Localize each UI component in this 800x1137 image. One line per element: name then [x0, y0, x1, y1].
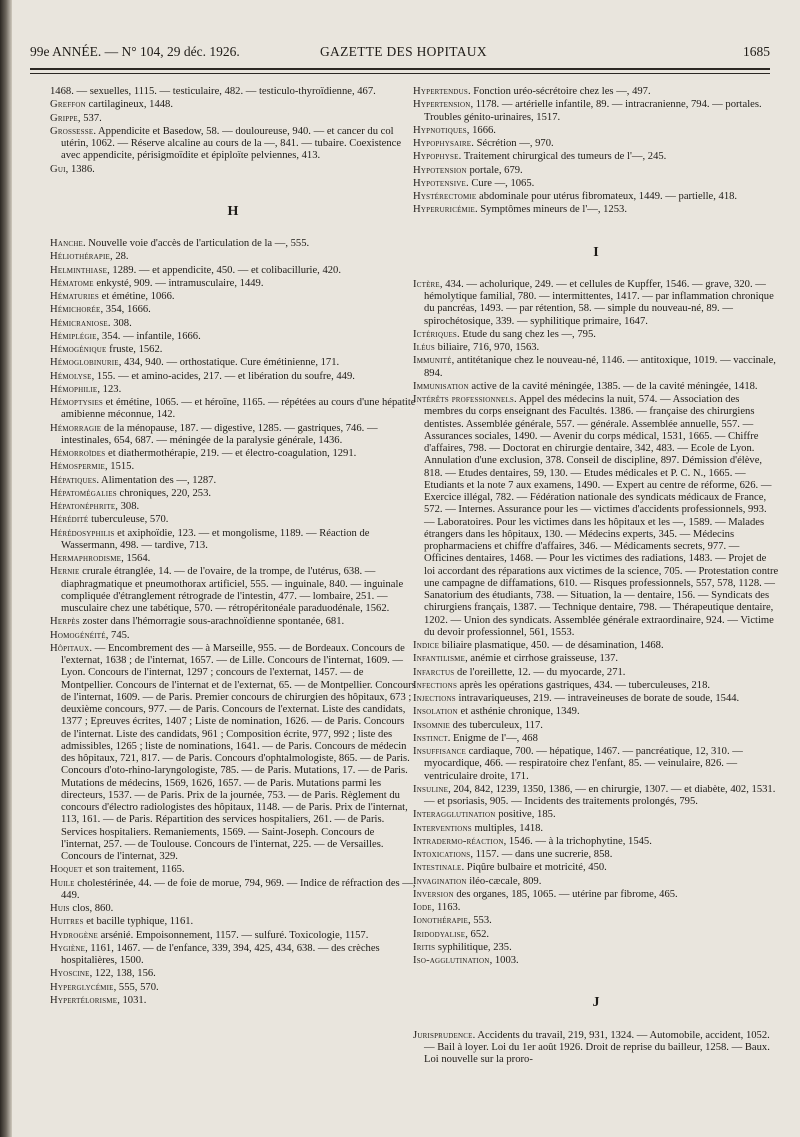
index-refs: de l'oreillette, 12. — du myocarde, 271. [454, 666, 626, 678]
index-entry [50, 164, 416, 176]
index-term: Hémorragie [50, 422, 102, 434]
index-refs: . Etude du sang chez les —, 795. [457, 328, 596, 340]
index-refs: zoster dans l'hémorragie sous-arachnoïdienne spontanée, 681. [79, 616, 345, 628]
index-refs: des tuberculeux, 117. [450, 719, 543, 731]
index-term: Hérédité [50, 514, 89, 526]
index-entry [50, 318, 416, 330]
index-entry [413, 381, 779, 393]
index-entry [413, 809, 779, 821]
index-refs: , 155. — et amino-acides, 217. — et libération du soufre, 449. [91, 370, 355, 382]
index-refs: . Enigme de l'—, 468 [447, 732, 538, 744]
index-entry [413, 394, 779, 639]
page-number: 1685 [743, 44, 770, 59]
index-entry [50, 304, 416, 316]
index-refs: . Appendicite et Basedow, 58. — douloureuse, 940. — et cancer du col utérin, 1062. — Réserve alcaline au cours de la —, 841. — tubaire. Coexistence avec appendicite, périsigmoïdite et épiploïte pelviennes, 413. [61, 125, 402, 162]
index-refs: , anémie et cirrhose graisseuse, 137. [465, 653, 619, 665]
index-entry [50, 251, 416, 263]
index-column-left [50, 86, 416, 1008]
index-term: Gui [50, 163, 66, 175]
index-refs: et émétine, 1066. [98, 291, 175, 302]
index-refs: , 652. [465, 928, 490, 940]
index-term: Greffon [50, 99, 86, 111]
index-entry [50, 528, 416, 553]
index-term: Insolation [413, 706, 458, 718]
index-entry [413, 706, 779, 718]
index-term: Injections [413, 693, 456, 704]
index-refs: , 1163. [431, 902, 461, 913]
index-refs: . Fonction uréo-sécrétoire chez les —, 497. [467, 86, 651, 97]
index-term: Immunisation [413, 380, 469, 392]
index-entry [413, 784, 779, 809]
index-refs: et émétine, 1065. — et héroïne, 1165. — répétées au cours d'une hépatite amibienne méconnue, 142. [61, 397, 416, 421]
index-refs: crurale étranglée, 14. — de l'ovaire, de la trompe, de l'utérus, 638. — diaphragmatique et pneumothorax artificiel, 555. — inguinale, 840. — inguinale compliquée d'étranglement rétrograde de l'intestin, 477. — lombaire, 251. — musculaire chez une tabétique, 570. — rétropéritonéale paraduodénale, 1562. [61, 566, 404, 614]
index-term: Hémogénique [50, 344, 107, 355]
index-refs: , 354. — infantile, 1666. [96, 330, 201, 342]
index-entry [50, 357, 416, 369]
index-entry [50, 566, 416, 615]
index-term: Iléus [413, 342, 436, 353]
page-binding-shadow [0, 0, 12, 1137]
index-refs: . 308. [107, 317, 132, 329]
index-refs: . Piqûre bulbaire et motricité, 450. [461, 862, 607, 874]
index-term: Insuline [413, 783, 449, 795]
index-term: Huitres [50, 916, 84, 928]
index-entry [413, 342, 779, 354]
index-refs: . Alimentation des —, 1287. [96, 474, 217, 486]
index-entry [50, 501, 416, 513]
index-term: Infarctus [413, 666, 455, 678]
index-entry [50, 903, 416, 915]
index-term: Intoxications [413, 849, 471, 860]
index-term: Hypertendus [413, 86, 468, 97]
index-refs: chroniques, 220, 253. [116, 487, 212, 499]
index-refs: , 434, 940. — orthostatique. Cure émétinienne, 171. [118, 357, 340, 369]
index-refs: , 537. [77, 112, 102, 124]
index-refs: biliaire, 716, 970, 1563. [435, 342, 540, 353]
index-term: Hépatonéphrite [50, 501, 116, 512]
index-refs: , 553. [467, 915, 492, 927]
index-term: Hypotensive [413, 177, 467, 189]
index-entry [50, 553, 416, 565]
index-term: Intérêts professionnels [413, 394, 515, 405]
index-term: Infantilisme [413, 653, 466, 665]
index-term: Indice [413, 640, 440, 651]
index-refs: , 1157. — dans une sucrerie, 858. [470, 849, 613, 860]
index-entry [413, 720, 779, 732]
index-entry [413, 849, 779, 861]
index-entry [50, 331, 416, 343]
index-refs: . — Encombrement des — à Marseille, 955. — de Bordeaux. Concours de l'externat, 1638 ; de l'internat, 1657. — de Lille. Concours de l'internat, 1609. — Lyon. Concours de l'internat, 1297 ; concours de l'externat, 1457. — de Montpellier. Concours de l'internat et de l'externat, 65. — de Montpellier. Concours de l'internat, 1609. — de Paris. Premier concours de chirurgien des hôpitaux, 673 ; deuxième concours, 977. — de Paris. Concours de l'externat. Liste des candidats, 1377 ; Epreuves écrites, 1407 ; Liste de nomination, 1626. — de Paris. Concours de l'internat. Liste des candidats, 961 ; Composition écrite, 977, 992 ; liste des admissibles, 1265 ; liste de nominations, 1641. — de Paris. Concours de médecin des hôpitaux, 721, 817. — de Paris. Concours d'ophtalmologiste, 865. — de Paris. Concours d'oto-rhino-laryngologiste, 785. — de Paris. Mutations, 17. — de Paris. Mutations de médecins, 1569, 1626, 1657. — de Paris. Mutations parmi les directeurs, 1537. — de Paris. Prix de la journée, 753. — de Paris. Règlement du concours d'électro radiologistes des hôpitaux, 1148. — de Paris. Prix de l'internat, 113, 161. — de Paris. Répartition des services hospitaliers, 261. — de Paris. Services hospitaliers. Remaniements, 1569. — Saint-Joseph. Concours de l'internat, 257. — de Toulouse. Concours de l'internat, 225. — de Versailles. Concours de l'internat, 329. [61, 642, 416, 862]
index-refs: cholestérinée, 44. — de foie de morue, 794, 969. — Indice de réfraction des —, 449. [61, 877, 416, 901]
index-entry [50, 238, 416, 250]
index-term: Hyperglycémie [50, 981, 114, 993]
index-entry [50, 126, 416, 163]
index-term: Hypnotiques [413, 124, 467, 136]
index-refs: abdominale pour utérus fibromateux, 1449. — partielle, 418. [476, 191, 738, 202]
index-entry [50, 995, 416, 1007]
index-refs: et bacille typhique, 1161. [83, 916, 194, 928]
index-refs: clos, 860. [69, 903, 114, 914]
index-term: Immunité [413, 355, 452, 367]
index-refs: iléo-cæcale, 809. [466, 875, 542, 887]
index-entry [413, 746, 779, 783]
index-entry [413, 165, 779, 177]
index-entry [413, 693, 779, 705]
header-rule-thin [30, 73, 770, 74]
index-refs: , 1666. [466, 124, 496, 136]
index-term: Hépatomégalies [50, 487, 117, 499]
index-entry [413, 125, 779, 137]
index-term: Hématuries [50, 291, 99, 302]
index-term: Iode [413, 902, 432, 913]
index-entry [413, 204, 779, 216]
index-term: Hérédosyphilis [50, 527, 115, 539]
index-term: Ictère [413, 278, 440, 290]
index-term: Inversion [413, 888, 454, 900]
index-entry [50, 643, 416, 864]
index-term: Hémoptysies [50, 397, 104, 408]
index-entry [50, 371, 416, 383]
index-refs: et diathermothérapie, 219. — et électro-coagulation, 1291. [105, 448, 357, 459]
index-term: Hoquet [50, 864, 83, 876]
index-refs: cardiaque, 700. — hépatique, 1467. — pancréatique, 12, 310. — myocardique, 466. — respiratoire chez l'enfant, 85. — veinulaire, 826. — ventriculaire droite, 171. [424, 746, 743, 782]
index-term: Hydrogène [50, 929, 98, 941]
issue-info: 99e ANNÉE. — N° 104, 29 déc. 1926. [30, 44, 240, 59]
index-entry [50, 113, 416, 125]
index-term: Huis [50, 903, 70, 914]
index-refs: , 434. — acholurique, 249. — et cellules de Kupffer, 1546. — grave, 320. — hémolytique familial, 780. — intermittentes, 1417. — par inflammation chronique du pancréas, 1493. — par rétention, 58. — simple du nouveau-né, 89. — spirochétosique, 339. — syphilitique primaire, 1647. [424, 278, 774, 327]
index-term: Hypophyse [413, 151, 459, 163]
index-refs: syphilitique, 235. [435, 941, 512, 953]
index-term: Hanche [50, 238, 83, 249]
index-entry [50, 448, 416, 460]
index-entry [50, 423, 416, 448]
index-term: Hypotension [413, 164, 467, 176]
index-refs: , 308. [115, 501, 140, 512]
header-rule [30, 68, 770, 70]
index-term: Intradermo-réaction [413, 835, 504, 847]
index-term: Hygiène [50, 942, 86, 954]
index-refs: arsénié. Empoisonnement, 1157. — sulfuré. Toxicologie, 1157. [97, 929, 369, 941]
index-refs: et son traitement, 1165. [82, 864, 185, 876]
index-refs: et axiphoïdie, 123. — et mongolisme, 1189. — Réaction de Wassermann, 498. — tardive, 713. [61, 527, 370, 551]
index-term: Infections [413, 679, 458, 691]
index-refs: , 204, 842, 1239, 1350, 1386, — en chirurgie, 1307. — et diabète, 402, 1531. — et psoriasis, 905. — Incidents des traitements prolongés, 795. [424, 783, 776, 807]
index-refs: enkysté, 909. — intramusculaire, 1449. [93, 277, 264, 289]
index-entry [50, 384, 416, 396]
index-refs: , antitétanique chez le nouveau-né, 1146. — antitoxique, 1019. — vaccinale, 894. [424, 355, 776, 379]
index-refs: biliaire plasmatique, 450. — de désamination, 1468. [439, 640, 664, 651]
index-term: Grippe [50, 112, 78, 124]
index-entry [50, 278, 416, 290]
index-term: Hémophilie [50, 383, 98, 395]
index-term: Hémicraniose [50, 317, 108, 329]
index-entry [413, 876, 779, 888]
index-term: Herpès [50, 616, 80, 628]
index-term: Jurisprudence [413, 1029, 473, 1041]
index-term: Hermaphrodisme [50, 553, 122, 564]
index-term: Hystérectomie [413, 191, 477, 202]
index-entry [413, 653, 779, 665]
index-term: Héliothérapie [50, 251, 111, 263]
index-term: Ionothérapie [413, 915, 468, 927]
index-entry [413, 640, 779, 652]
index-entry [50, 630, 416, 642]
index-entry [50, 514, 416, 526]
index-term: Hypertélorisme [50, 994, 118, 1006]
index-term: Hémiplégie [50, 330, 97, 342]
index-entry [413, 823, 779, 835]
running-header [30, 44, 770, 66]
index-entry [50, 930, 416, 942]
index-entry [50, 86, 416, 98]
index-refs: . Appel des médecins la nuit, 574. — Association des membres du corps enseignant des Facultés. 1386. — française des chirurgiens dentistes. Assemblée générale, 557. — générale. Assemblée annuelle, 557. — Assurances sociales, 1490. — Avenir du corps médical, 1531, 1665. — Chiffre d'affaires, 798. — Doctorat en chirurgie dentaire, 342, 483. — Ecole de Lyon. Annulation d'une exclusion, 378. Conseil de discipline, 897. Démission d'élève, 818. — Etudes dentaires, 59, 130. — Etudes médicales et P. C. N., 1665. — Etudiants et la note 7 aux examens, 1490. — Expert au centre de réforme, 626. — Exercice illégal, 782. — Fédération nationale des syndicats médicaux de France, 572. — Internes. Assurance pour les — victimes d'accidents professionnels, 993. — Laboratoires. Pour les victimes dans les hôpitaux et les —, 1589. — Malades étrangers dans les hôpitaux, 130. — Médecins experts, 345. — Médecins propharmaciens et chiffre d'affaires, 346. — Médicaments secrets, 977. — Officines dentaires, 1468. — Pour les victimes des radiations, 1483. — Projet de loi accordant des réparations aux victimes de la science, 705. — Protestation contre une campagne de diffamations, 610. — Risques professionnels, 557, 578, 1128. — Sanatorium des étudiants, 738. — Situation, la — dentaire, 156. — Syndicats des chirurgiens français, 1387. — Technique dentaire, 798. — Thérapeutique dentaire, 1202. — Union des syndicats. Assemblée générale extraordinaire, 924. — Victime du devoir professionnel, 561, 1553. [424, 394, 779, 638]
index-refs: , 1178. — artérielle infantile, 89. — intracranienne, 794. — portales. Troubles génito-urinaires, 1517. [424, 99, 762, 123]
index-refs: portale, 679. [466, 164, 523, 176]
index-refs: et asthénie chronique, 1349. [457, 706, 580, 718]
index-refs: , 555, 570. [113, 981, 159, 993]
index-entry [50, 916, 416, 928]
index-refs: 1468. — sexuelles, 1115. — testiculaire, 482. — testiculo-thyroïdienne, 467. [50, 86, 376, 97]
index-entry [413, 138, 779, 150]
index-term: Huile [50, 877, 75, 889]
section-letter: J [592, 995, 600, 1011]
index-refs: active de la cavité méningée, 1385. — de la cavité méningée, 1418. [468, 380, 758, 392]
index-entry [50, 616, 416, 628]
index-entry [413, 99, 779, 124]
index-term: Intestinale [413, 862, 462, 874]
index-term: Hôpitaux [50, 642, 90, 654]
index-refs: , 354, 1666. [100, 304, 151, 316]
index-entry [413, 929, 779, 941]
index-term: Hémorroïdes [50, 448, 106, 459]
index-term: Invagination [413, 875, 467, 887]
index-term: Hypophysaire [413, 138, 472, 149]
index-refs: intravariqueuses, 219. — intraveineuses de borate de soude, 1544. [455, 693, 740, 704]
index-entry [50, 265, 416, 277]
index-entry [413, 667, 779, 679]
index-term: Hyperuricémie [413, 204, 475, 216]
index-refs: , 1386. [65, 163, 95, 175]
index-refs: . Cure —, 1065. [466, 177, 535, 189]
index-entry [50, 397, 416, 422]
index-entry [50, 344, 416, 356]
index-refs: , 1515. [104, 461, 135, 473]
index-entry [413, 86, 779, 98]
index-term: Helminthiase [50, 264, 108, 276]
index-refs: , 123. [97, 383, 122, 395]
index-term: Iridodyalise [413, 928, 466, 940]
index-entry [50, 461, 416, 473]
index-entry [50, 943, 416, 968]
index-entry [50, 982, 416, 994]
index-entry [413, 1030, 779, 1067]
index-term: Iritis [413, 941, 436, 953]
index-term: Grossesse [50, 125, 94, 137]
index-refs: après les opérations gastriques, 434. — tuberculeuses, 218. [457, 679, 711, 691]
index-refs: , 28. [110, 251, 129, 263]
index-term: Insomnie [413, 719, 451, 731]
index-entry [413, 733, 779, 745]
index-entry [413, 178, 779, 190]
index-entry [413, 955, 779, 967]
index-term: Hernie [50, 566, 80, 578]
index-entry [50, 968, 416, 980]
index-term: Hyoscine [50, 968, 90, 980]
index-refs: , 1161, 1467. — de l'enfance, 339, 394, 425, 434, 638. — des crèches hospitalières, 1500. [61, 942, 380, 966]
index-refs: , 1564. [121, 553, 151, 564]
index-entry [413, 355, 779, 380]
index-entry [413, 889, 779, 901]
index-term: Instinct [413, 732, 448, 744]
index-term: Hématome [50, 277, 94, 289]
index-term: Hypertension [413, 99, 471, 111]
index-term: Interventions [413, 822, 472, 834]
index-refs: . Traitement chirurgical des tumeurs de l'—, 245. [458, 151, 667, 163]
index-entry [50, 878, 416, 903]
index-refs: de la ménopause, 187. — digestive, 1285. — gastriques, 746. — intestinales, 654, 687. — méningée de la paralysie générale, 1436. [61, 422, 378, 446]
index-refs: . Accidents du travail, 219, 931, 1324. — Automobile, accident, 1052. — Bail à loyer. Loi du 1er août 1926. Droit de reprise du bailleur, 1258. — Baux. Loi nouvelle sur la proro- [424, 1029, 770, 1065]
index-entry [413, 279, 779, 328]
index-entry [50, 99, 416, 111]
index-term: Hépatiques [50, 474, 97, 486]
index-refs: . Symptômes mineurs de l'—, 1253. [474, 204, 627, 216]
index-entry [413, 680, 779, 692]
journal-title: GAZETTE DES HOPITAUX [320, 44, 487, 59]
index-refs: des organes, 185, 1065. — utérine par fibrome, 465. [453, 888, 678, 900]
index-column-right [413, 86, 779, 1067]
index-entry [413, 151, 779, 163]
index-refs: , 1003. [489, 955, 519, 966]
index-term: Hémolyse [50, 370, 92, 382]
section-letter: H [227, 203, 239, 219]
index-term: Hémospermie [50, 461, 105, 473]
index-refs: positive, 185. [495, 809, 556, 821]
index-entry [413, 329, 779, 341]
index-refs: fruste, 1562. [106, 344, 163, 355]
index-entry [413, 902, 779, 914]
index-entry [50, 475, 416, 487]
index-refs: , 1546. — à la trichophytine, 1545. [503, 835, 652, 847]
index-term: Hémoglobinurie [50, 357, 119, 369]
index-refs: multiples, 1418. [471, 822, 544, 834]
index-term: Interagglutination [413, 809, 496, 821]
index-entry [413, 862, 779, 874]
index-entry [50, 864, 416, 876]
index-term: Ictériques [413, 328, 458, 340]
index-refs: . Nouvelle voie d'accès de l'articulation de la —, 555. [82, 238, 310, 249]
index-entry [413, 191, 779, 203]
index-term: Homogénéité [50, 629, 106, 641]
index-refs: . Sécrétion —, 970. [471, 138, 554, 149]
index-term: Iso-agglutination [413, 955, 490, 966]
section-letter: I [593, 244, 599, 260]
index-entry [413, 836, 779, 848]
index-refs: , 1031. [117, 994, 147, 1006]
index-refs: , 1289. — et appendicite, 450. — et colibacillurie, 420. [107, 264, 341, 276]
index-entry [50, 488, 416, 500]
index-refs: tuberculeuse, 570. [88, 514, 169, 526]
index-term: Insuffisance [413, 746, 466, 757]
index-term: Hémichorée [50, 304, 101, 316]
index-refs: , 122, 138, 156. [89, 968, 156, 980]
index-refs: , 745. [105, 629, 130, 641]
index-entry [50, 291, 416, 303]
index-entry [413, 915, 779, 927]
index-entry [413, 942, 779, 954]
index-refs: cartilagineux, 1448. [85, 99, 173, 111]
